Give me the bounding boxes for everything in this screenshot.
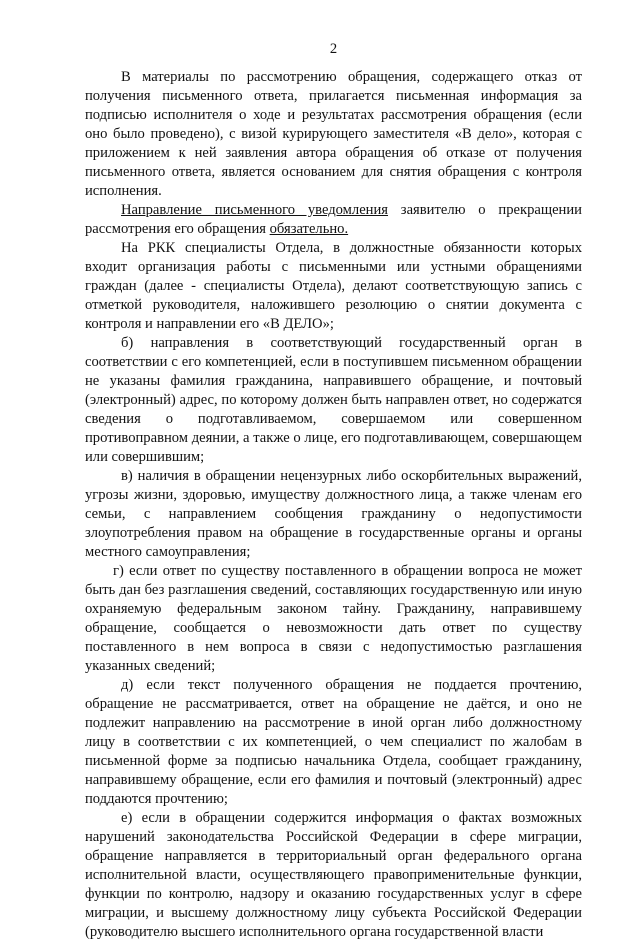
paragraph-item-g: г) если ответ по существу поставленного в обращении вопроса не может быть дан без разглашения сведений, составляющих государственную или иную охраняемую федеральным законом тайну. Гражданину, направившему обращение, сообщается о невозможности дать ответ по существу поставленного в нем вопроса в связи с недопустимостью разглашения указанных сведений;: [85, 563, 582, 674]
paragraph-item-b: б) направления в соответствующий государственный орган в соответствии с его компетенцией, если в поступившем письменном обращении не указаны фамилия гражданина, направившего обращение, и почтовый (электронный) адрес, по которому должен быть направлен ответ, но содержатся сведения о подготавливаемом, совершаемом или совершенном противоправном деянии, а также о лице, его подготавливающем, совершающем или совершившим;: [85, 335, 582, 465]
paragraph-notification-middle: заявителю о прекращении рассмотрения его обращения: [85, 202, 582, 237]
paragraph-notification: [85, 201, 582, 239]
paragraph-refusal-materials: В материалы по рассмотрению обращения, содержащего отказ от получения письменного ответа, прилагается письменная информация за подписью исполнителя о ходе и результатах рассмотрения обращения (если оно было проведено), с визой курирующего заместителя «В дело», которая с приложением к ней заявления автора обращения об отказе от получения письменного ответа, является основанием для снятия обращения с контроля исполнения.: [85, 69, 582, 199]
underlined-word-mandatory: обязательно.: [269, 221, 349, 237]
page-number: 2: [329, 41, 338, 57]
paragraph-rkk-specialists: На РКК специалисты Отдела, в должностные обязанности которых входит организация работы с письменными или устными обращениями граждан (далее - специалисты Отдела), делают соответствующую запись с отметкой руководителя, наложившего резолюцию о снятии документа с контроля и направлении его «В ДЕЛО»;: [85, 240, 582, 332]
underlined-phrase-notification: Направление письменного уведомления: [121, 202, 389, 218]
paragraph-item-v: в) наличия в обращении нецензурных либо оскорбительных выражений, угрозы жизни, здоровью, имуществу должностного лица, а также членам его семьи, с направлением сообщения гражданину о недопустимости злоупотребления правом на обращение в государственные органы и органы местного самоуправления;: [85, 468, 582, 560]
paragraph-item-d: д) если текст полученного обращения не поддается прочтению, обращение не рассматривается, ответ на обращение не даётся, и оно не подлежит направлению на рассмотрение в иной орган либо должностному лицу в соответствии с их компетенцией, о чем специалист по жалобам в письменной форме за подписью начальника Отдела, сообщает гражданину, направившему обращение, если его фамилия и почтовый (электронный) адрес поддаются прочтению;: [85, 677, 582, 807]
paragraph-item-e: е) если в обращении содержится информация о фактах возможных нарушений законодательства Российской Федерации в сфере миграции, обращение направляется в территориальный орган федерального органа исполнительной власти, осуществляющего правоприменительные функции, функции по контролю, надзору и оказанию государственных услуг в сфере миграции, и высшему должностному лицу субъекта Российской Федерации (руководителю высшего исполнительного органа государственной власти: [85, 810, 582, 940]
